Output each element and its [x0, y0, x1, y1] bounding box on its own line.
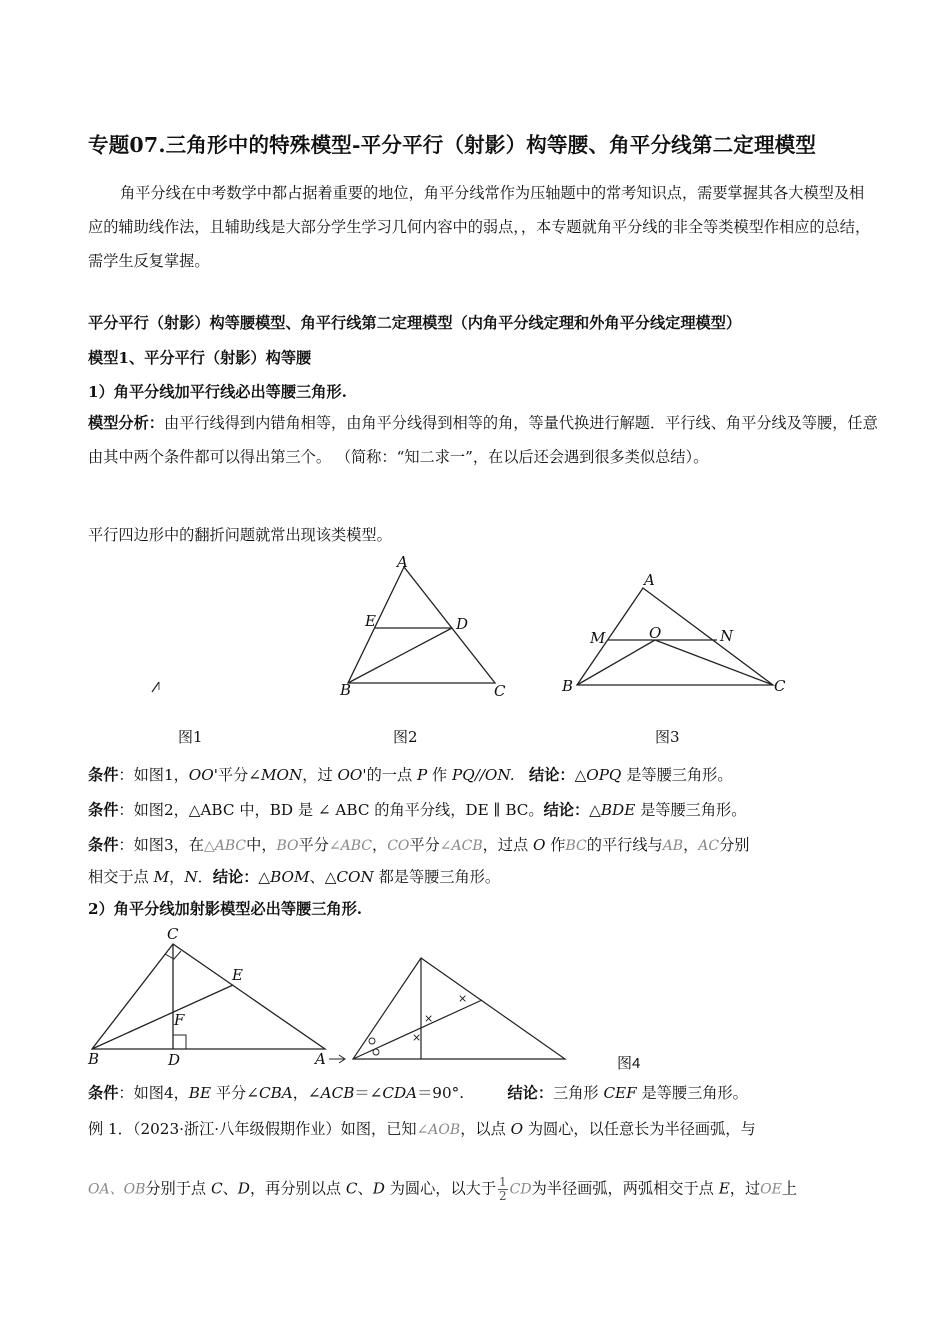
cond3-text-e: 平分 [298, 836, 329, 854]
fig3-label-b: B [562, 677, 574, 695]
cond3-line2-a: 相交于点 [88, 868, 154, 886]
cond3-text-s: 分别 [719, 836, 750, 854]
figure-2 [330, 550, 520, 700]
cond4-text-l: 是等腰三角形。 [636, 1084, 748, 1102]
cond3-line2-i: CON [336, 868, 374, 886]
fig3-caption: 图3 [655, 728, 680, 746]
cond3-line2-c: ， [169, 868, 185, 886]
fig4-label-f: F [174, 1011, 185, 1029]
cond4-text-g: ＝ [354, 1084, 370, 1102]
point2-heading: 2）角平分线加射影模型必出等腰三角形. [88, 900, 363, 918]
fig1-caption: 图1 [178, 728, 203, 746]
cond2-label: 条件 [88, 801, 119, 819]
fig4-line-be [92, 985, 233, 1049]
cond3-text-o: 的平行线与 [586, 836, 663, 854]
cond3-line2-b: M [153, 868, 170, 886]
cond1-text-k: △ [574, 766, 587, 784]
ex1-text-c: ，以点 [460, 1120, 511, 1138]
page-title: 专题07.三角形中的特殊模型-平分平行（射影）构等腰、角平分线第二定理模型 [88, 133, 817, 157]
cond3-text-n: BC [565, 838, 587, 854]
fig4-right-angle-d [173, 1035, 186, 1049]
cond3-text-q: ， [683, 836, 699, 854]
fig4-label-b: B [88, 1050, 100, 1068]
cond2-text-c: BDE [600, 801, 636, 819]
ex1-line2-c: C [210, 1179, 223, 1198]
cond3-text-l: O [533, 836, 546, 854]
cond1-text-g: 的一点 [366, 766, 417, 784]
fig2-label-e: E [365, 612, 376, 630]
cond1-text-j: PQ//ON. [452, 766, 515, 784]
fig3-label-a: A [644, 571, 655, 589]
cond2-text-b: △ [589, 801, 601, 819]
fig2-line-bd [348, 628, 452, 683]
cond3-text-a: ：如图3，在 [118, 836, 204, 854]
fig1-stroke [152, 682, 159, 692]
ex1-line2-j: 为圆心，以大于 [384, 1179, 497, 1198]
fig4-label-d: D [168, 1051, 181, 1069]
fig3-line-bo [577, 640, 655, 685]
fig4-label-e: E [232, 966, 243, 984]
fig3-label-n: N [720, 627, 734, 645]
ex1-line2-m: E [718, 1179, 730, 1198]
fig4-label-a: A [315, 1050, 326, 1068]
cond4-conclusion-label: 结论： [507, 1084, 554, 1102]
ex1-line2-f: ，再分别以点 [249, 1179, 346, 1198]
ex1-line2-h: 、 [357, 1179, 373, 1198]
condition-1 [88, 764, 888, 785]
fraction-one-half [498, 1176, 508, 1203]
cond3-line2-e: ． [197, 868, 213, 886]
cond1-text-l: OPQ [586, 766, 622, 784]
condition-2 [88, 799, 888, 820]
condition-3-line2 [88, 866, 888, 887]
cond3-text-j: ∠ACB [439, 838, 483, 854]
cond1-text-i: 作 [427, 766, 453, 784]
fig3-line-oc [655, 640, 773, 685]
fraction-denominator: 2 [499, 1189, 507, 1203]
fig4-label-c: C [167, 925, 179, 943]
cond1-text-b: OO' [188, 766, 218, 784]
fig2-label-b: B [340, 681, 352, 699]
cond1-text-a: ：如图1， [118, 766, 189, 784]
fig4r-angle-mark-2 [373, 1049, 379, 1055]
cond4-text-a: ：如图4， [118, 1084, 189, 1102]
condition-4 [88, 1082, 888, 1103]
fig3-label-o: O [649, 624, 662, 642]
cond4-text-b: BE [188, 1084, 212, 1102]
cond3-text-b: △ABC [203, 838, 247, 854]
fig2-label-a: A [397, 553, 408, 571]
example-1-line1 [88, 1118, 888, 1139]
ex1-line2-a: OA、OB [88, 1181, 146, 1198]
cond3-line2-d: N [184, 868, 198, 886]
model1-heading: 模型1、平分平行（射影）构等腰 [88, 349, 312, 367]
ex1-line2-b: 分别于点 [145, 1179, 211, 1198]
cond4-text-c: 平分 [211, 1084, 247, 1102]
fig4r-cross-3: × [458, 992, 468, 1005]
cond1-conclusion-label: 结论： [529, 766, 575, 784]
cond4-text-j: 三角形 [553, 1084, 604, 1102]
cond4-text-f: ∠ACB [307, 1084, 355, 1102]
fig3-label-c: C [774, 677, 786, 695]
cond3-text-k: ，过点 [482, 836, 534, 854]
ex1-line2-n: ，过 [729, 1179, 761, 1198]
cond3-text-m: 作 [545, 836, 566, 854]
ex1-line2-p: 上 [781, 1179, 798, 1198]
cond1-text-m: 是等腰三角形。 [621, 766, 733, 784]
cond3-text-r: AC [698, 838, 720, 854]
fold-note: 平行四边形中的翻折问题就常出现该类模型。 [88, 526, 392, 544]
cond1-text-h: P [416, 766, 428, 784]
cond2-text-d: 是等腰三角形。 [635, 801, 747, 819]
cond3-text-f: ∠ABC [328, 838, 373, 854]
fig2-label-d: D [456, 615, 469, 633]
ex1-text-b: ∠AOB [416, 1122, 461, 1138]
fig4r-cross-2: × [412, 1031, 422, 1044]
cond3-line2-h: 、△ [309, 868, 337, 886]
fig4-caption: 图4 [617, 1055, 641, 1072]
fig2-caption: 图2 [393, 728, 418, 746]
cond2-conclusion-label: 结论： [543, 801, 590, 819]
ex1-text-d: O [510, 1120, 524, 1138]
ex1-line2-o: OE [760, 1181, 782, 1198]
figure-3 [555, 565, 795, 700]
ex1-line2-l: 为半径画弧，两弧相交于点 [531, 1179, 719, 1198]
fig3-triangle [577, 588, 773, 685]
cond1-text-d: ∠MON [248, 766, 303, 784]
ex1-line2-k: CD [509, 1181, 532, 1198]
section-heading: 平分平行（射影）构等腰模型、角平行线第二定理模型（内角平分线定理和外角平分线定理模型） [88, 314, 742, 332]
fig4r-angle-mark-1 [369, 1038, 375, 1044]
cond4-text-k: CEF [603, 1084, 637, 1102]
ex1-line2-e: D [237, 1179, 250, 1198]
cond1-label: 条件 [88, 766, 119, 784]
cond4-text-i: ＝90°. [417, 1084, 465, 1102]
cond4-text-d: ∠CBA [246, 1084, 293, 1102]
ex1-text-a: 例 1．（2023·浙江·八年级假期作业）如图，已知 [88, 1120, 417, 1138]
cond3-text-d: BO [276, 838, 299, 854]
cond1-text-f: OO' [337, 766, 367, 784]
analysis-text: 由平行线得到内错角相等，由角平分线得到相等的角，等量代换进行解题．平行线、角平分线及等腰，任意由其中两个条件都可以得出第三个。 （简称：“知二求一”，在以后还会遇到很多类似总结）。 [88, 414, 878, 466]
cond3-text-h: CO [387, 838, 410, 854]
cond3-text-c: 中， [246, 836, 277, 854]
figure-1 [140, 670, 180, 710]
cond3-line2-f: △ [258, 868, 271, 886]
intro-paragraph: 角平分线在中考数学中都占据着重要的地位，角平分线常作为压轴题中的常考知识点，需要掌握其各大模型及相应的辅助线作法，且辅助线是大部分学生学习几何内容中的弱点，，本专题就角平分线的非全等类模型作相应的总结，需学生反复掌握。 [88, 184, 871, 270]
analysis-paragraph [88, 406, 878, 474]
cond1-text-c: 平分 [217, 766, 249, 784]
fig3-label-m: M [590, 629, 606, 647]
cond2-text-a: ：如图2，△ABC 中，BD 是 ∠ ABC 的角平分线，DE ∥ BC。 [118, 801, 544, 819]
cond1-text-e: ，过 [302, 766, 338, 784]
cond3-conclusion-label: 结论： [212, 868, 259, 886]
fig2-label-c: C [494, 682, 506, 700]
point1-heading: 1）角平分线加平行线必出等腰三角形. [88, 383, 347, 401]
ex1-line2-i: D [372, 1179, 385, 1198]
cond3-text-p: AB [662, 838, 684, 854]
cond4-label: 条件 [88, 1084, 119, 1102]
figure-4-left [80, 922, 360, 1074]
figure-4-right [345, 950, 575, 1070]
cond3-text-i: 平分 [409, 836, 440, 854]
condition-3-line1 [88, 834, 888, 855]
ex1-text-e: 为圆心，以任意长为半径画弧，与 [523, 1120, 756, 1138]
cond4-text-h: ∠CDA [369, 1084, 418, 1102]
cond3-line2-j: 都是等腰三角形。 [373, 868, 501, 886]
fraction-numerator: 1 [499, 1175, 507, 1189]
cond3-line2-g: BOM [270, 868, 310, 886]
ex1-line2-g: C [345, 1179, 358, 1198]
example-1-line2 [88, 1176, 888, 1203]
ex1-line2-d: 、 [222, 1179, 238, 1198]
cond4-text-e: ， [292, 1084, 308, 1102]
fig4r-cross-1: × [424, 1012, 434, 1025]
cond3-text-g: ， [372, 836, 388, 854]
analysis-label: 模型分析： [88, 414, 164, 432]
cond3-label: 条件 [88, 836, 119, 854]
